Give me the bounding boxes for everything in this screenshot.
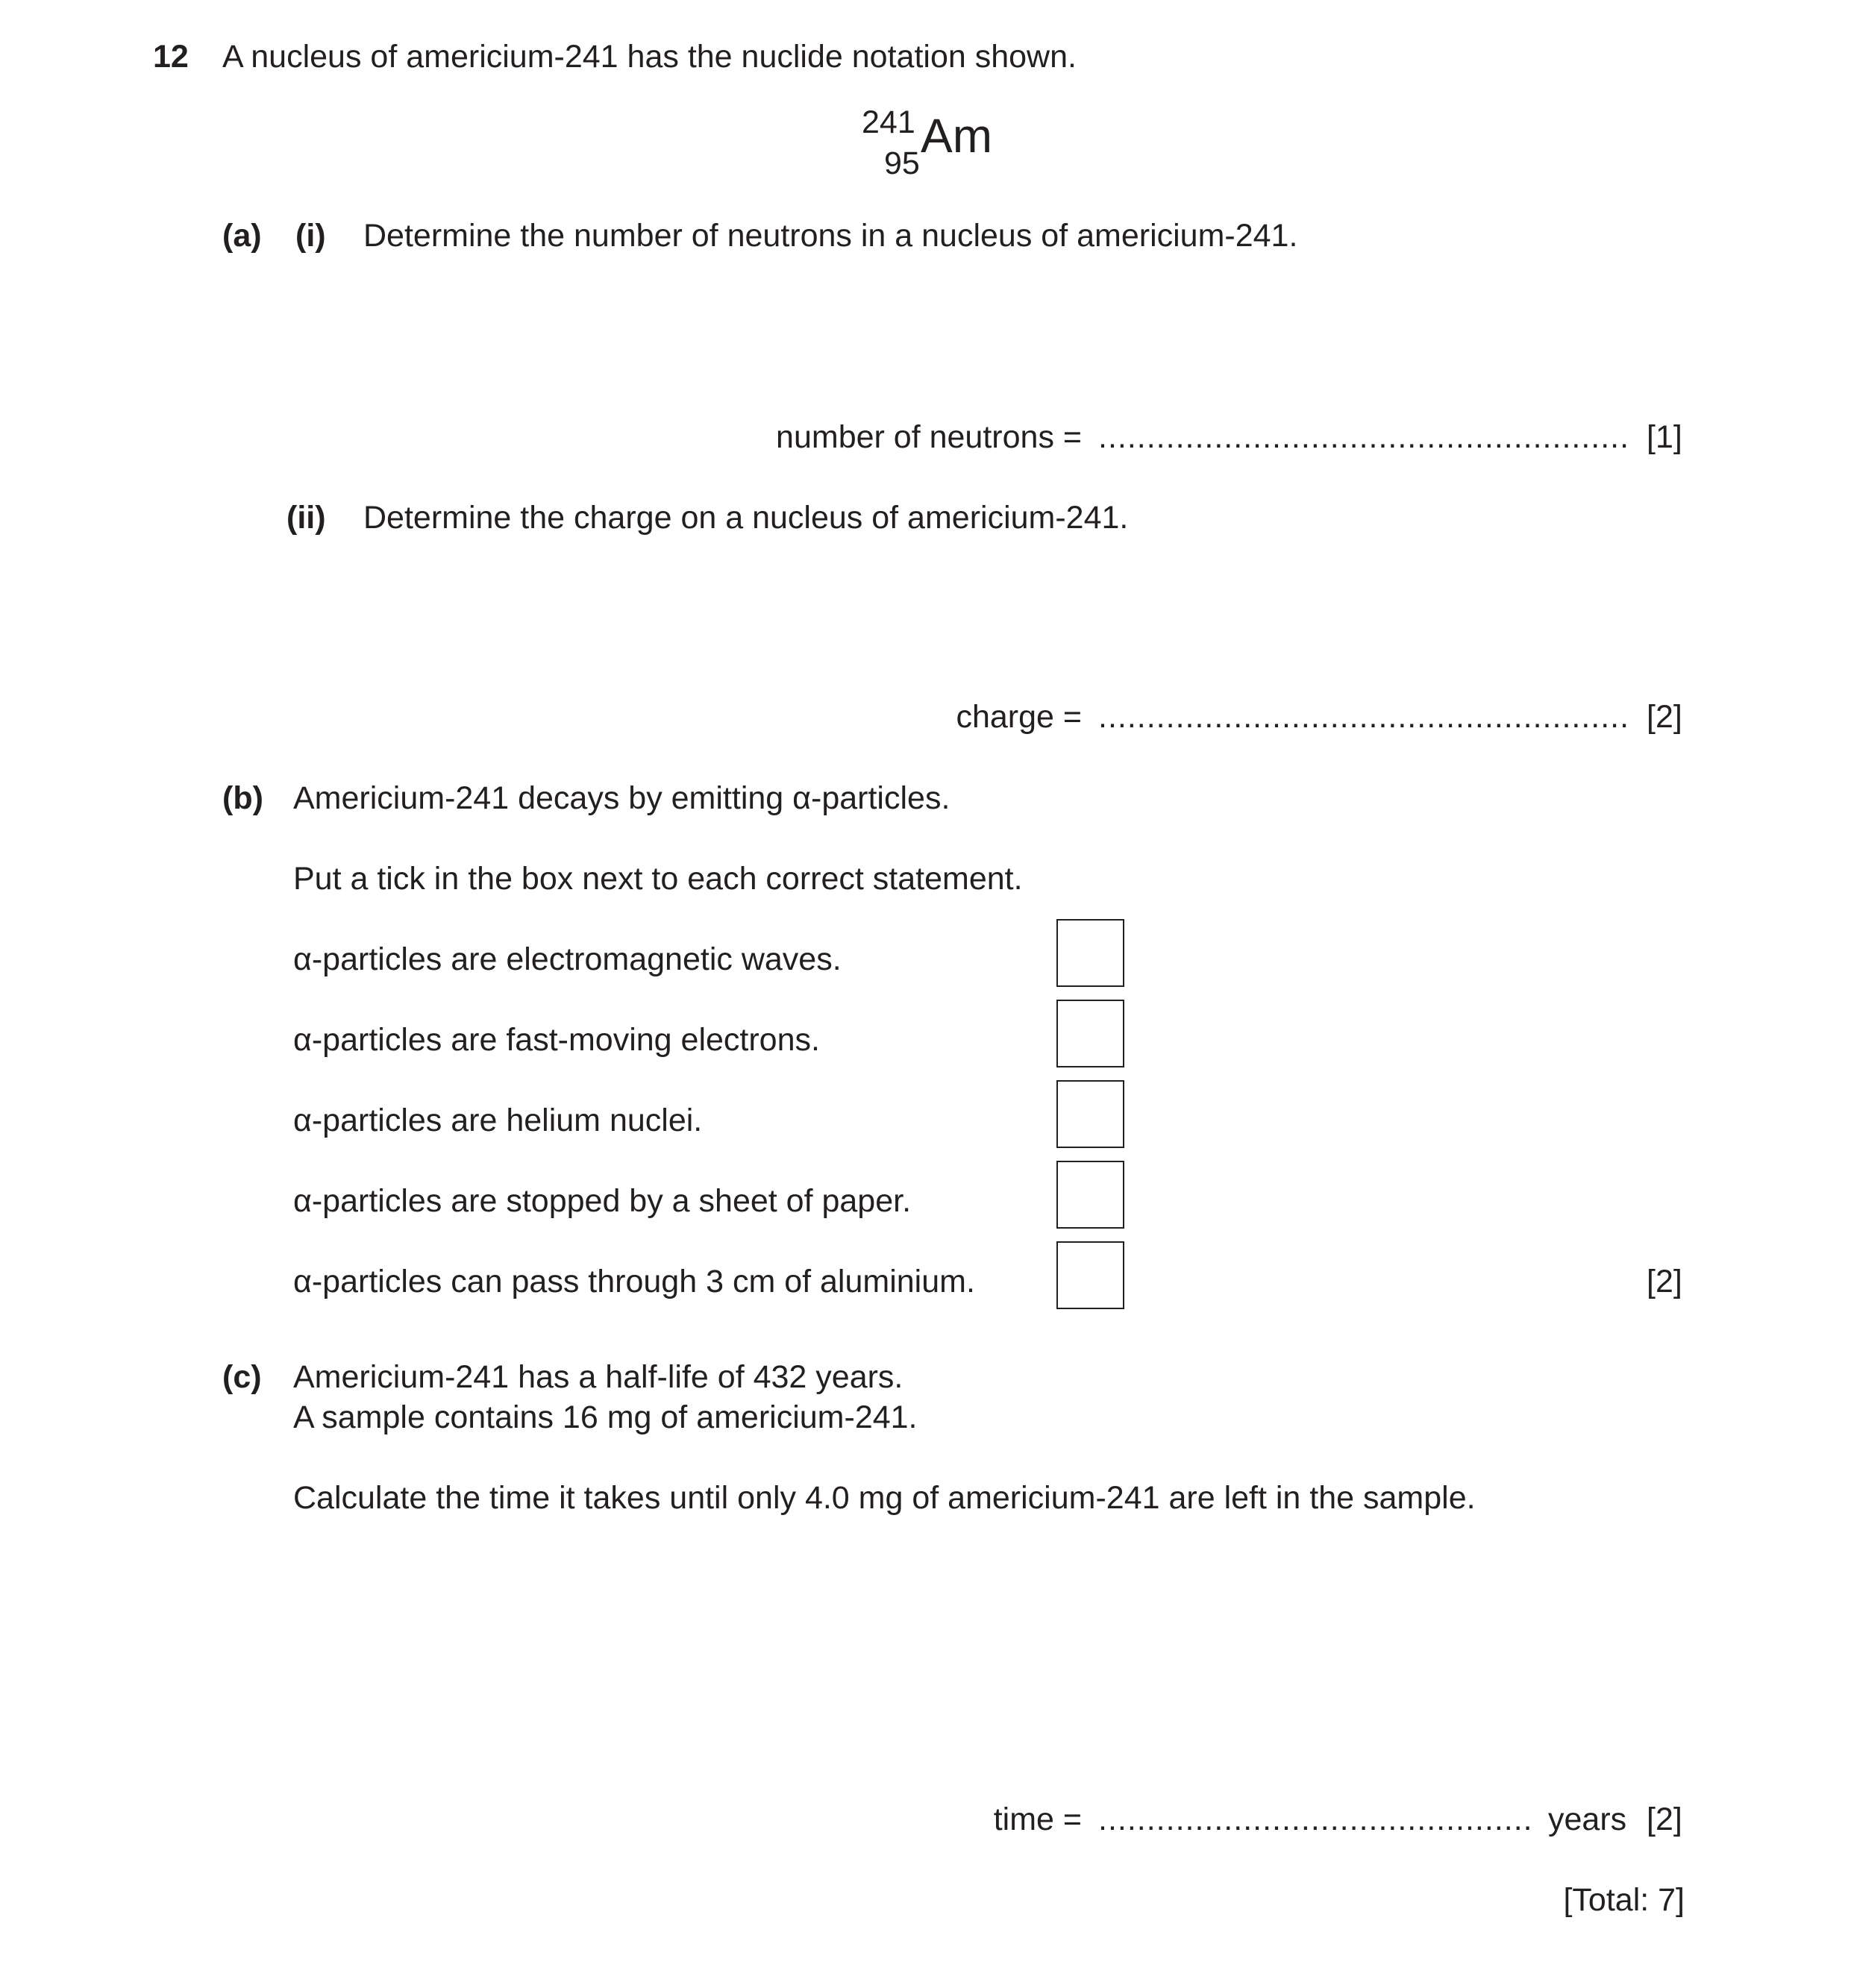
part-a-ii-label: (ii) <box>286 500 326 536</box>
tick-box-5[interactable] <box>1056 1241 1124 1309</box>
statement-3: α-particles are helium nuclei. <box>293 1103 703 1138</box>
total-marks: [Total: 7] <box>1563 1882 1685 1918</box>
time-unit: years <box>1548 1802 1627 1837</box>
tick-box-2[interactable] <box>1056 1000 1124 1067</box>
part-a-i-text: Determine the number of neutrons in a nucleus of americium-241. <box>363 218 1298 254</box>
part-b-marks: [2] <box>1647 1264 1682 1299</box>
part-c-marks: [2] <box>1647 1802 1682 1837</box>
part-b-label: (b) <box>222 780 263 816</box>
statement-2: α-particles are fast-moving electrons. <box>293 1022 820 1058</box>
time-answer-line[interactable]: ............................................. <box>1098 1802 1533 1837</box>
part-a-ii-marks: [2] <box>1647 699 1682 735</box>
part-a-i-label: (i) <box>295 218 326 254</box>
question-number: 12 <box>153 39 189 75</box>
question-intro: A nucleus of americium-241 has the nuclide notation shown. <box>222 39 1077 75</box>
part-c-line2: A sample contains 16 mg of americium-241. <box>293 1399 918 1435</box>
charge-answer-label: charge = <box>956 699 1082 735</box>
statement-5: α-particles can pass through 3 cm of aluminium. <box>293 1264 975 1299</box>
part-c-instruction: Calculate the time it takes until only 4.0 mg of americium-241 are left in the sample. <box>293 1480 1476 1516</box>
part-c-line1: Americium-241 has a half-life of 432 years. <box>293 1359 903 1395</box>
part-b-instruction: Put a tick in the box next to each correct statement. <box>293 861 1023 897</box>
atomic-number: 95 <box>884 145 920 181</box>
neutrons-answer-label: number of neutrons = <box>776 419 1082 455</box>
part-a-i-marks: [1] <box>1647 419 1682 455</box>
tick-box-3[interactable] <box>1056 1080 1124 1148</box>
tick-box-1[interactable] <box>1056 919 1124 987</box>
time-answer-label: time = <box>993 1802 1082 1837</box>
part-b-text: Americium-241 decays by emitting α-particles. <box>293 780 950 816</box>
charge-answer-line[interactable]: ....................................................... <box>1098 699 1630 735</box>
element-symbol: Am <box>921 109 992 163</box>
tick-box-4[interactable] <box>1056 1161 1124 1229</box>
statement-1: α-particles are electromagnetic waves. <box>293 941 842 977</box>
part-a-label: (a) <box>222 218 262 254</box>
nuclide-notation <box>862 101 1011 183</box>
statement-4: α-particles are stopped by a sheet of paper. <box>293 1183 912 1219</box>
part-a-ii-text: Determine the charge on a nucleus of americium-241. <box>363 500 1129 536</box>
mass-number: 241 <box>862 104 915 140</box>
part-c-label: (c) <box>222 1359 262 1395</box>
neutrons-answer-line[interactable]: ....................................................... <box>1098 419 1630 455</box>
